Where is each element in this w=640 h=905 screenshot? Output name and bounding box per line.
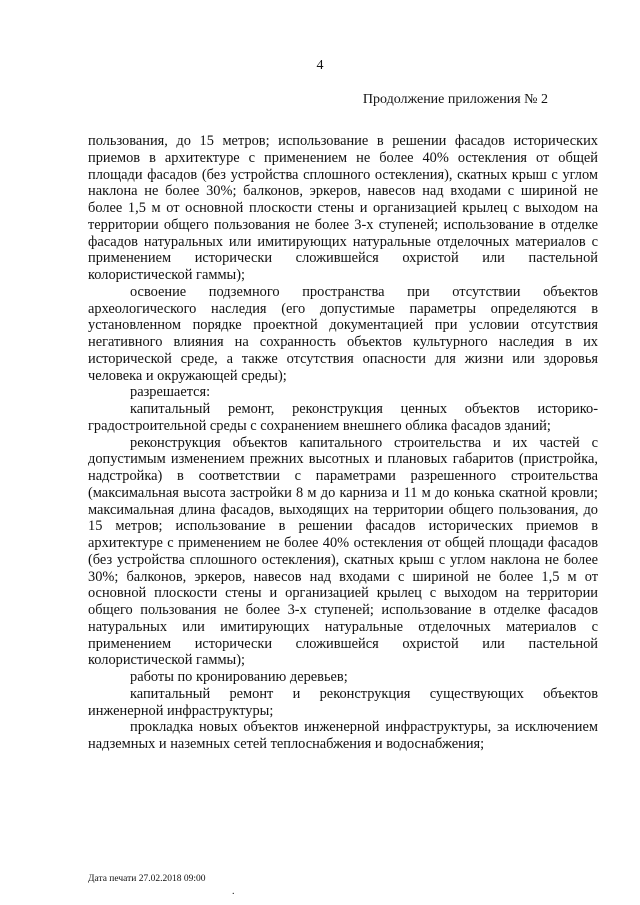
paragraph: прокладка новых объектов инженерной инфраструктуры, за исключением надземных и наземных сетей теплоснабжения и водоснабжения; xyxy=(88,719,598,752)
document-body xyxy=(88,133,598,753)
paragraph: разрешается: xyxy=(130,384,211,401)
paragraph: освоение подземного пространства при отсутствии объектов археологического наследия (его допустимые параметры определяются в установленном порядке проектной документацией при условии отсутствия негативного влияния на сохранность объектов культурного наследия в их исторической среде, а также отсутствия опасности для жизни или здоровья человека и окружающей среды); xyxy=(88,283,598,384)
appendix-label: Продолжение приложения № 2 xyxy=(362,92,548,107)
paragraph: реконструкция объектов капитального строительства и их частей с допустимым изменением прежних высотных и плановых габаритов (пристройка, надстройка) в соответствии с параметрами разрешенного строительства (максимальная высота застройки 8 м до карниза и 11 м до конька скатной кровли; максимальная длина фасадов, выходящих на территории общего пользования, до 15 метров; использование в решении фасадов исторических приемов в архитектуре с применением не более 40% остекления от общей площади фасадов (без устройства сплошного остекления), скатных крыш с углом наклона не более 30%; балконов, эркеров, навесов над входами с шириной не более 1,5 м от основной плоскости стены и организацией крылец с выходом на территории общего пользования не более 3-х ступеней; использование в отделке фасадов натуральных или имитирующих натуральные отделочных материалов с применением исторически сложившейся охристой или пастельной колористической гаммы); xyxy=(88,434,598,669)
print-date: Дата печати 27.02.2018 09:00 xyxy=(88,874,206,884)
paragraph: капитальный ремонт и реконструкция существующих объектов инженерной инфраструктуры; xyxy=(88,685,598,719)
footer-mark: . xyxy=(232,886,235,897)
paragraph: пользования, до 15 метров; использование в решении фасадов исторических приемов в архитектуре с применением не более 40% остекления от общей площади фасадов (без устройства сплошного остекления), скатных крыш с углом наклона не более 30%; балконов, эркеров, навесов над входами с шириной не более 1,5 м от основной плоскости стены и организацией крылец с выходом на территории общего пользования не более 3-х ступеней; использование в отделке фасадов натуральных или имитирующих натуральные отделочных материалов с применением исторически сложившейся охристой или пастельной колористической гаммы); xyxy=(88,133,598,283)
paragraph: капитальный ремонт, реконструкция ценных объектов историко-градостроительной среды с сохранением внешнего облика фасадов зданий; xyxy=(88,401,598,434)
paragraph: работы по кронированию деревьев; xyxy=(130,669,348,685)
page-number: 4 xyxy=(316,58,324,73)
